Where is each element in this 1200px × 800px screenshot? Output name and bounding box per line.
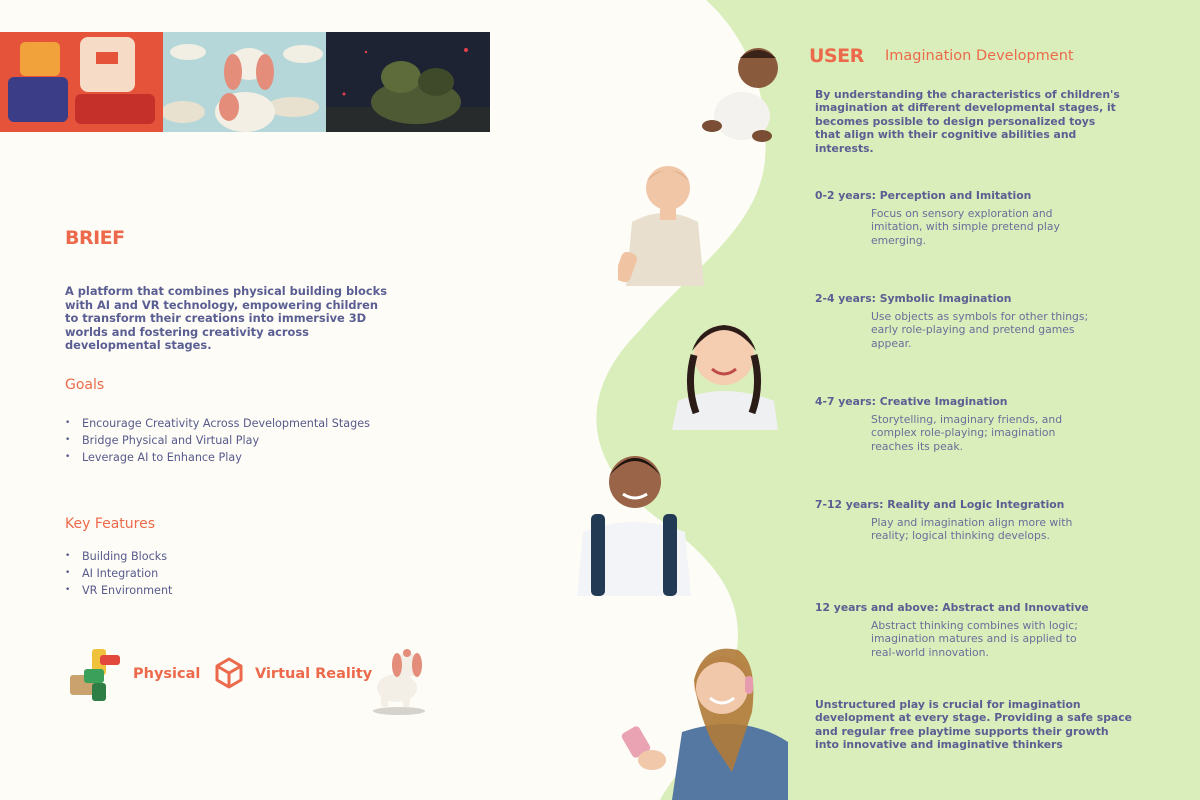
user-subtitle: Imagination Development <box>885 48 1074 64</box>
closing-text: Unstructured play is crucial for imagination development at every stage. Providing a safe space and regular free playtime supports their growth into innovative and imaginative thinkers <box>815 698 1132 752</box>
knitted-dog-image <box>163 32 326 132</box>
list-item: • Building Blocks <box>65 548 172 565</box>
virtual-reality-label: Virtual Reality <box>255 666 373 682</box>
list-item: • VR Environment <box>65 582 172 599</box>
stage-description: Use objects as symbols for other things; early role-playing and pretend games appear. <box>871 310 1089 350</box>
stage-title: 7-12 years: Reality and Logic Integration <box>815 498 1065 511</box>
teen-girl-with-phone-photo <box>612 632 788 800</box>
list-item: • Leverage AI to Enhance Play <box>65 449 370 466</box>
stage-description: Focus on sensory exploration and imitation, with simple pretend play emerging. <box>871 207 1060 247</box>
stage-title: 4-7 years: Creative Imagination <box>815 395 1008 408</box>
turtle-world-image <box>326 32 490 132</box>
list-item: • AI Integration <box>65 565 172 582</box>
toddler-photo <box>618 152 710 294</box>
transform-icon <box>212 656 246 690</box>
brief-title: BRIEF <box>65 227 125 249</box>
list-item: • Bridge Physical and Virtual Play <box>65 432 370 449</box>
stage-description: Abstract thinking combines with logic; imagination matures and is applied to real-world innovation. <box>871 619 1078 659</box>
physical-label: Physical <box>133 666 201 682</box>
letter-blocks-image <box>0 32 163 132</box>
user-title: USER <box>809 45 864 67</box>
goals-list <box>65 415 370 466</box>
key-features-title: Key Features <box>65 516 156 532</box>
goals-title: Goals <box>65 377 105 393</box>
building-blocks-toy-icon <box>62 643 122 703</box>
brief-text: A platform that combines physical building blocks with AI and VR technology, empowering children to transform their creations into immersive 3D worlds and fostering creativity across developmental stages. <box>65 284 387 353</box>
user-intro-text: By understanding the characteristics of children's imagination at different developmental stages, it becomes possible to design personalized toys that align with their cognitive abilities and interests. <box>815 88 1120 155</box>
stage-title: 2-4 years: Symbolic Imagination <box>815 292 1012 305</box>
list-item: • Encourage Creativity Across Developmental Stages <box>65 415 370 432</box>
knitted-dog-toy-icon <box>365 643 433 718</box>
boy-with-backpack-photo <box>573 442 695 596</box>
features-list <box>65 548 172 599</box>
girl-photo <box>668 305 780 430</box>
stage-title: 12 years and above: Abstract and Innovative <box>815 601 1089 614</box>
stage-title: 0-2 years: Perception and Imitation <box>815 189 1032 202</box>
stage-description: Storytelling, imaginary friends, and complex role-playing; imagination reaches its peak. <box>871 413 1063 453</box>
baby-photo <box>700 40 782 144</box>
stage-description: Play and imagination align more with reality; logical thinking develops. <box>871 516 1073 543</box>
